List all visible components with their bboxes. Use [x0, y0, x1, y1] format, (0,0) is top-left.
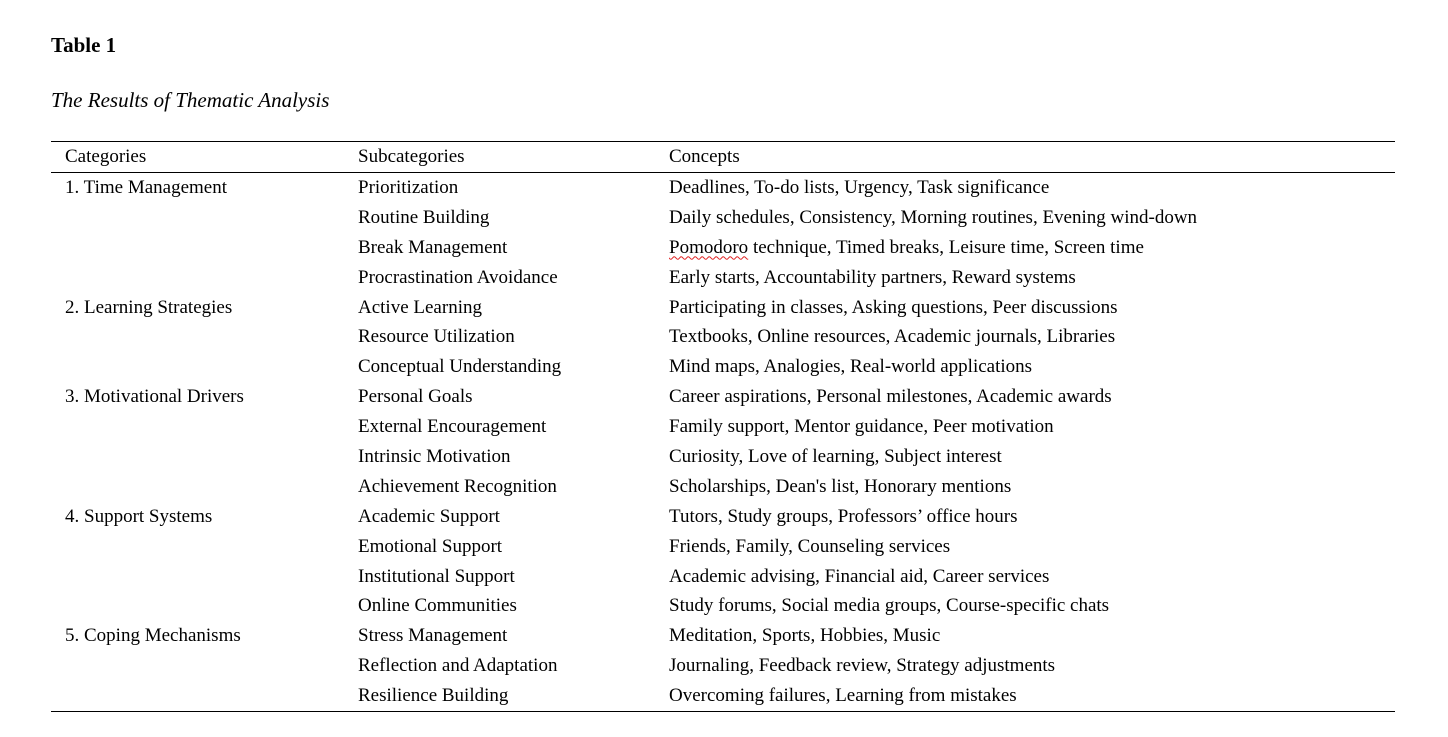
table-row	[51, 173, 1395, 203]
category-cell	[51, 322, 358, 352]
concepts-cell: Academic advising, Financial aid, Career services	[669, 565, 1050, 587]
category-cell: 5. Coping Mechanisms	[65, 625, 241, 647]
concepts-cell: Overcoming failures, Learning from mistakes	[669, 685, 1017, 707]
category-cell: 3. Motivational Drivers	[65, 386, 244, 408]
table-row	[51, 412, 1395, 442]
table-row	[51, 442, 1395, 472]
subcategory-cell: Emotional Support	[358, 535, 503, 557]
table-row	[51, 502, 1395, 532]
concepts-cell: Scholarships, Dean's list, Honorary mentions	[669, 475, 1012, 497]
subcategory-cell: Intrinsic Motivation	[358, 445, 511, 467]
table-row	[51, 263, 1395, 293]
subcategory-cell: Procrastination Avoidance	[358, 266, 558, 288]
subcategory-cell: External Encouragement	[358, 416, 547, 438]
subcategory-cell: Active Learning	[358, 296, 482, 318]
subcategory-cell: Stress Management	[358, 625, 508, 647]
concepts-cell: Early starts, Accountability partners, Reward systems	[669, 266, 1076, 288]
subcategory-cell: Institutional Support	[358, 565, 515, 587]
concepts-cell: Curiosity, Love of learning, Subject interest	[669, 445, 1002, 467]
subcategory-cell: Personal Goals	[358, 386, 473, 408]
category-cell	[51, 352, 358, 382]
concepts-cell: Journaling, Feedback review, Strategy adjustments	[669, 655, 1056, 677]
subcategory-cell: Routine Building	[358, 206, 490, 228]
category-cell	[51, 591, 358, 621]
concepts-cell: Participating in classes, Asking questions, Peer discussions	[669, 296, 1118, 318]
category-cell	[51, 203, 358, 233]
table-row	[51, 562, 1395, 592]
thematic-analysis-table	[51, 141, 1395, 712]
concepts-cell: Tutors, Study groups, Professors’ office hours	[669, 505, 1018, 527]
subcategory-cell: Achievement Recognition	[358, 475, 557, 497]
table-row	[51, 621, 1395, 651]
subcategory-cell: Academic Support	[358, 505, 500, 527]
subcategory-cell: Break Management	[358, 236, 508, 258]
table-title: The Results of Thematic Analysis	[51, 88, 330, 112]
concepts-cell: Daily schedules, Consistency, Morning routines, Evening wind-down	[669, 206, 1198, 228]
concepts-cell: Deadlines, To-do lists, Urgency, Task significance	[669, 176, 1050, 198]
concepts-cell: Family support, Mentor guidance, Peer motivation	[669, 416, 1054, 438]
table-row	[51, 322, 1395, 352]
category-cell	[51, 681, 358, 711]
concepts-cell: Study forums, Social media groups, Course-specific chats	[669, 595, 1110, 617]
category-cell	[51, 233, 358, 263]
subcategory-cell: Reflection and Adaptation	[358, 655, 558, 677]
concepts-cell: Career aspirations, Personal milestones, Academic awards	[669, 386, 1112, 408]
concepts-cell: Friends, Family, Counseling services	[669, 535, 951, 557]
subcategory-cell: Conceptual Understanding	[358, 356, 562, 378]
subcategory-cell: Prioritization	[358, 176, 459, 198]
concepts-cell: Meditation, Sports, Hobbies, Music	[669, 625, 941, 647]
table-row	[51, 352, 1395, 382]
category-cell: 1. Time Management	[65, 176, 228, 198]
category-cell: 2. Learning Strategies	[65, 296, 233, 318]
header-categories: Categories	[65, 146, 147, 167]
header-concepts: Concepts	[669, 146, 740, 167]
spelling-error-word[interactable]: Pomodoro	[669, 236, 749, 258]
subcategory-cell: Resilience Building	[358, 685, 509, 707]
table-row	[51, 472, 1395, 502]
category-cell	[51, 442, 358, 472]
category-cell	[51, 562, 358, 592]
table-row	[51, 203, 1395, 233]
category-cell	[51, 472, 358, 502]
concepts-cell	[669, 233, 1395, 263]
table-header-row	[51, 142, 1395, 173]
category-cell	[51, 412, 358, 442]
category-cell	[51, 532, 358, 562]
concepts-cell: Textbooks, Online resources, Academic journals, Libraries	[669, 326, 1116, 348]
table-row	[51, 532, 1395, 562]
table-row	[51, 293, 1395, 323]
table-row	[51, 591, 1395, 621]
table-row	[51, 233, 1395, 263]
table-row	[51, 681, 1395, 711]
header-subcategories: Subcategories	[358, 146, 465, 167]
concepts-text: technique, Timed breaks, Leisure time, Screen time	[748, 236, 1144, 258]
category-cell: 4. Support Systems	[65, 505, 213, 527]
table-number: Table 1	[51, 33, 117, 57]
table-row	[51, 382, 1395, 412]
table-row	[51, 651, 1395, 681]
concepts-cell: Mind maps, Analogies, Real-world applications	[669, 356, 1033, 378]
subcategory-cell: Resource Utilization	[358, 326, 515, 348]
category-cell	[51, 651, 358, 681]
subcategory-cell: Online Communities	[358, 595, 517, 617]
category-cell	[51, 263, 358, 293]
